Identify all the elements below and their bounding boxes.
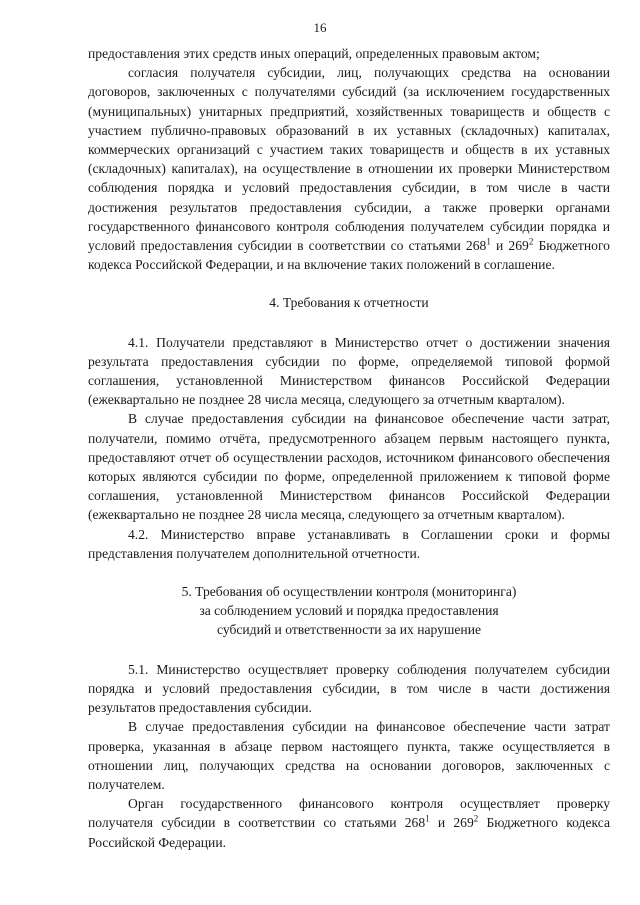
section-5-paragraph-3-end: Бюджетного кодекса Российской Федерации. [88,815,610,850]
document-body [88,44,610,852]
section-4-paragraph-1: 4.1. Получатели представляют в Министерство отчет о достижении значения результата предоставления субсидии по форме, определяемой типовой формой соглашения, установленной Министерством финансов Российской Федерации (ежеквартально не позднее 28 числа месяца, следующего за отчетным кварталом). [88,334,610,408]
section-5-paragraph-3-text: Орган государственного финансового контроля осуществляет проверку получателя субсидии в соответствии со статьями 268 [88,796,610,831]
footnote-mark: 1 [425,813,430,824]
paragraph-consent-mid: и 269 [490,238,529,254]
section-4-paragraph-3: 4.2. Министерство вправе устанавливать в Соглашении сроки и формы представления получателем дополнительной отчетности. [88,526,610,561]
section-5-heading-line: 5. Требования об осуществлении контроля (мониторинга) [181,584,517,600]
paragraph-consent [88,63,610,274]
footnote-mark: 2 [528,236,534,247]
paragraph-consent-text: согласия получателя субсидии, лиц, получающих средства на основании договоров, заключенных с получателями субсидий (за исключением государственных (муниципальных) унитарных предприятий, хозяйственных товариществ и обществ с участием публично-правовых образований в их уставных (складочных) капиталах, коммерческих организаций с участием таких товариществ и обществ в их уставных (складочных) капиталах), на осуществление в отношении их проверки Министерством соблюдения порядка и условий предоставления субсидии, в том числе в части достижения результатов предоставления субсидии, а также проверки органами государственного финансового контроля соблюдения получателем субсидии порядка и условий предоставления субсидии в соответствии со статьями 268 [88,65,610,254]
section-5-paragraph-3-mid: и 269 [429,815,474,831]
section-5-paragraph-1: 5.1. Министерство осуществляет проверку соблюдения получателем субсидии порядка и условий предоставления субсидии, в том числе в части достижения результатов предоставления субсидии. [88,661,610,716]
paragraph-consent-end: Бюджетного кодекса Российской Федерации, и на включение таких положений в соглашение. [88,238,610,273]
footnote-mark: 1 [486,236,491,247]
section-5-heading-line: за соблюдением условий и порядка предоставления [199,603,499,619]
page-number: 16 [313,20,327,35]
section-5-heading-line: субсидий и ответственности за их нарушение [216,622,482,638]
section-4-heading: 4. Требования к отчетности [269,295,429,311]
section-5-paragraph-2: В случае предоставления субсидии на финансовое обеспечение части затрат проверка, указанная в абзаце первом настоящего пункта, также осуществляется в отношении лиц, получающих средства на основании договоров, заключенных с получателем. [88,719,610,792]
section-5-paragraph-3 [88,794,610,852]
paragraph-continuation: предоставления этих средств иных операций, определенных правовым актом; [88,46,540,61]
footnote-mark: 2 [473,813,479,824]
section-5-heading [88,582,610,640]
section-4-paragraph-2: В случае предоставления субсидии на финансовое обеспечение части затрат, получатели, помимо отчёта, предусмотренного абзацем первым настоящего пункта, предоставляют отчет об осуществлении расходов, источником финансового обеспечения которых являются субсидии по форме, определенной приложением к типовой форме соглашения, установленной Министерством финансов Российской Федерации (ежеквартально не позднее 28 числа месяца, следующего за отчетным кварталом). [88,411,610,523]
